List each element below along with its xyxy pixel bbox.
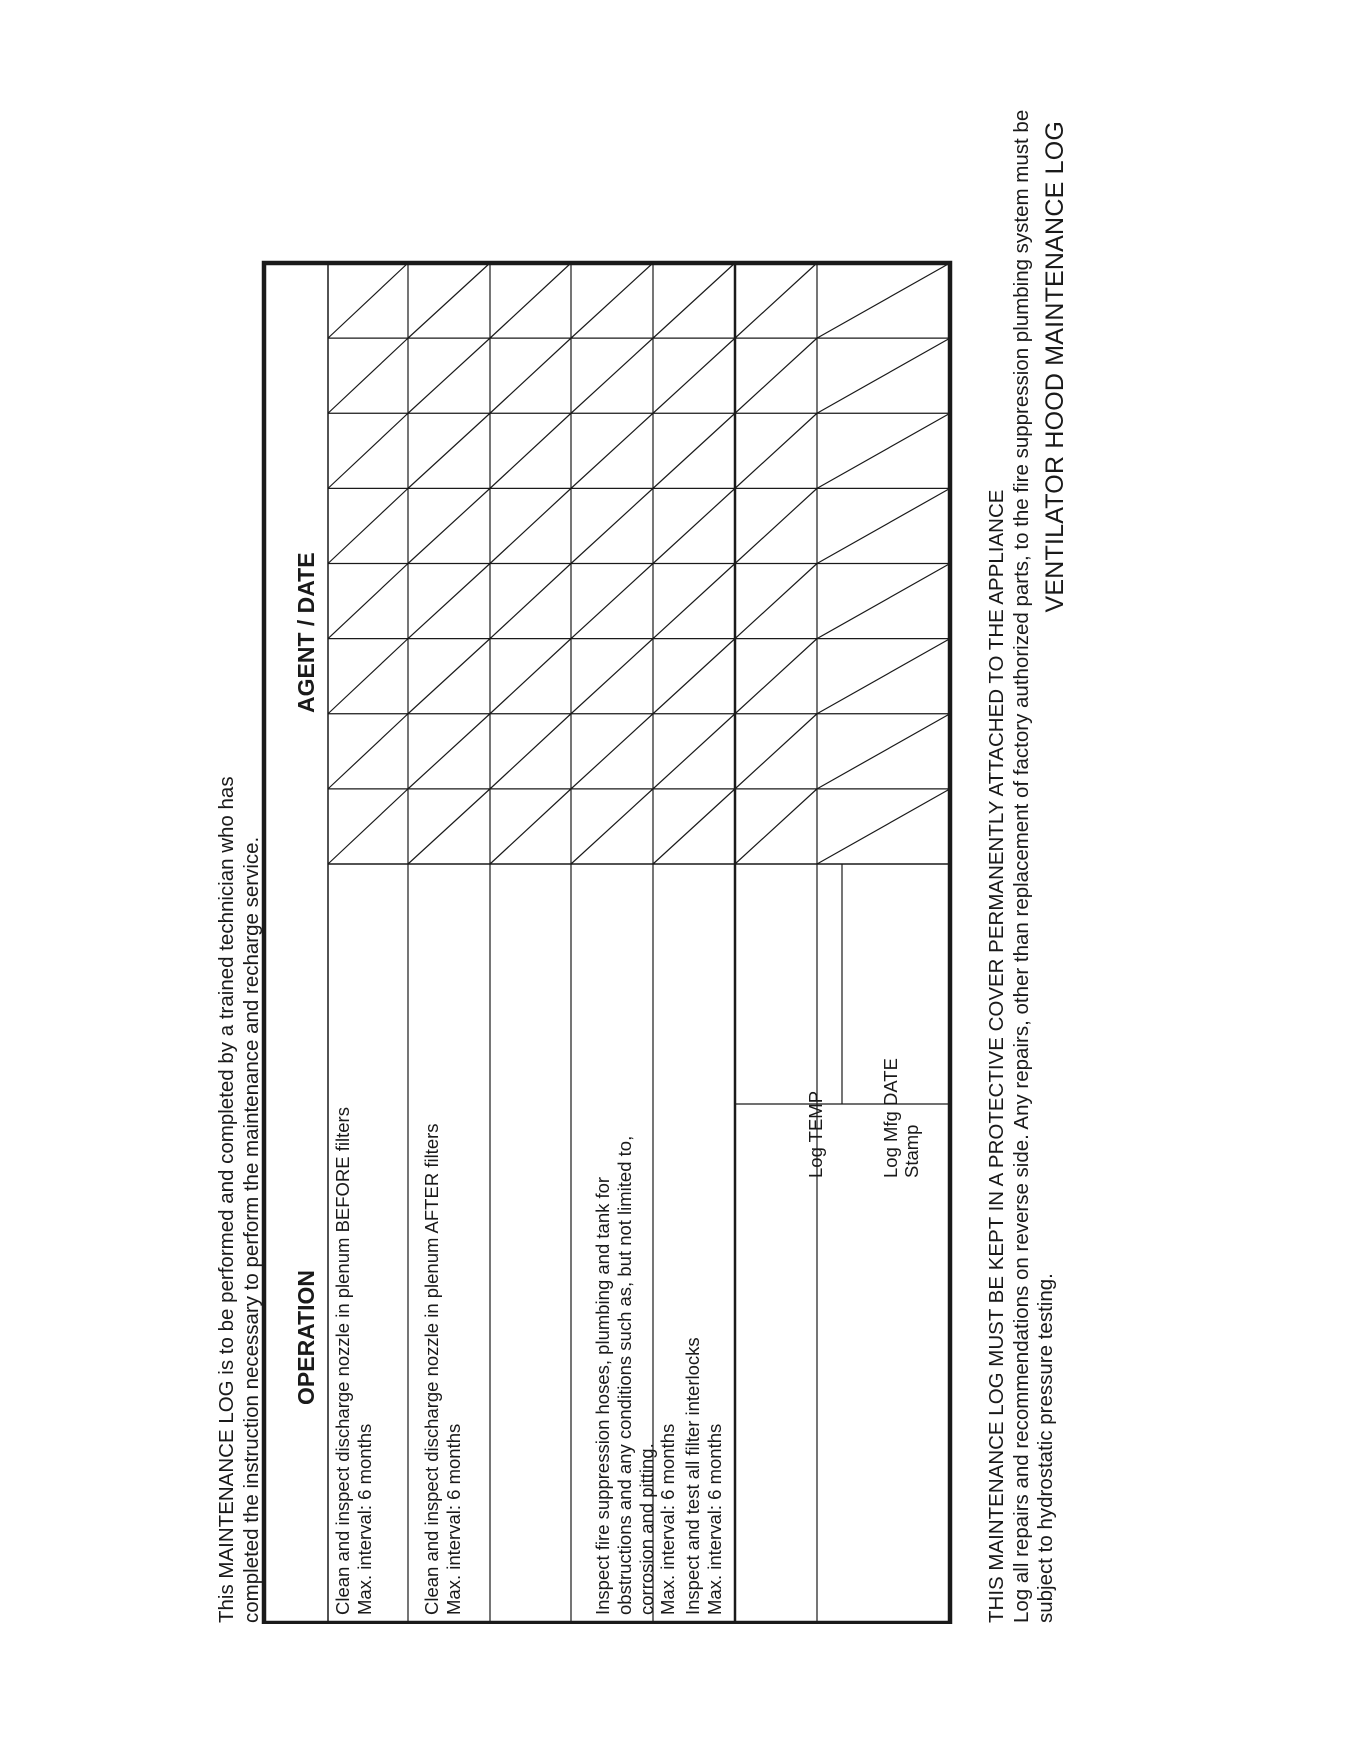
agent-date-cell-diagonal[interactable] xyxy=(490,639,571,714)
agent-date-cell-diagonal[interactable] xyxy=(817,263,950,338)
row-1-line-2: Max. interval: 6 months xyxy=(353,1423,375,1615)
agent-date-cell-diagonal[interactable] xyxy=(571,413,653,488)
agent-date-cell-diagonal[interactable] xyxy=(328,263,408,338)
agent-date-cell-diagonal[interactable] xyxy=(817,338,950,413)
agent-date-cell-diagonal[interactable] xyxy=(817,789,950,864)
agent-date-cell-diagonal[interactable] xyxy=(653,564,735,639)
agent-date-cell-diagonal[interactable] xyxy=(653,338,735,413)
agent-date-cell-diagonal[interactable] xyxy=(653,413,735,488)
agent-date-cell-diagonal[interactable] xyxy=(571,488,653,563)
log-mfg-line-1: Log Mfg DATE xyxy=(880,1058,901,1178)
agent-date-cell-diagonal[interactable] xyxy=(490,338,571,413)
row-2-line-2: Max. interval: 6 months xyxy=(442,1423,464,1615)
row-1-operation xyxy=(332,1107,376,1615)
log-temp-label xyxy=(805,1091,826,1178)
row-4-line-3: corrosion and pitting. xyxy=(635,1443,657,1615)
agent-date-cell-diagonal[interactable] xyxy=(408,714,490,789)
row-5-operation xyxy=(682,1337,726,1615)
agent-date-cell-diagonal[interactable] xyxy=(817,488,950,563)
agent-date-cell-diagonal[interactable] xyxy=(653,789,735,864)
agent-date-cell-diagonal[interactable] xyxy=(490,488,571,563)
agent-date-cell-diagonal[interactable] xyxy=(408,488,490,563)
agent-date-header: AGENT / DATE xyxy=(293,552,319,713)
agent-date-cell-diagonal[interactable] xyxy=(408,413,490,488)
agent-date-cell-diagonal[interactable] xyxy=(735,338,817,413)
maintenance-log-table xyxy=(0,224,1361,1624)
agent-date-cell-diagonal[interactable] xyxy=(571,714,653,789)
agent-date-cell-diagonal[interactable] xyxy=(735,488,817,563)
agent-date-cell-diagonal[interactable] xyxy=(653,714,735,789)
agent-date-cell-diagonal[interactable] xyxy=(571,263,653,338)
row-4-line-2: obstructions and any conditions such as, but not limited to, xyxy=(613,1135,635,1615)
agent-date-cell-diagonal[interactable] xyxy=(571,338,653,413)
footer-notice: THIS MAINTENANCE LOG MUST BE KEPT IN A PROTECTIVE COVER PERMANENTLY ATTACHED TO THE APPLIANCE xyxy=(985,489,1008,1623)
agent-date-cell-diagonal[interactable] xyxy=(408,338,490,413)
footer-line-3: subject to hydrostatic pressure testing. xyxy=(1034,1273,1057,1623)
footer-line-2: Log all repairs and recommendations on reverse side. Any repairs, other than replacement of factory authorized parts, to the fire suppression plumbing system must be xyxy=(1010,109,1033,1623)
agent-date-cell-diagonal[interactable] xyxy=(653,639,735,714)
agent-date-cell-diagonal[interactable] xyxy=(817,714,950,789)
intro-line-2: completed the instruction necessary to perform the maintenance and recharge service. xyxy=(239,836,263,1623)
agent-date-cell-diagonal[interactable] xyxy=(490,413,571,488)
agent-date-cell-diagonal[interactable] xyxy=(490,263,571,338)
agent-date-cell-diagonal[interactable] xyxy=(328,413,408,488)
document-title: VENTILATOR HOOD MAINTENANCE LOG xyxy=(1041,121,1069,613)
agent-date-cell-diagonal[interactable] xyxy=(328,564,408,639)
agent-date-cell-diagonal[interactable] xyxy=(571,564,653,639)
agent-date-cell-diagonal[interactable] xyxy=(328,714,408,789)
log-temp-line-1: Log TEMP xyxy=(805,1090,826,1178)
row-1-line-1: Clean and inspect discharge nozzle in plenum BEFORE filters xyxy=(332,1107,353,1615)
agent-date-cell-diagonal[interactable] xyxy=(735,714,817,789)
log-mfg-line-2: Stamp xyxy=(901,1124,923,1178)
row-2-operation xyxy=(421,1123,465,1615)
agent-date-cell-diagonal[interactable] xyxy=(408,789,490,864)
agent-date-cell-diagonal[interactable] xyxy=(408,639,490,714)
row-5-line-2: Max. interval: 6 months xyxy=(703,1423,725,1615)
agent-date-cell-diagonal[interactable] xyxy=(735,789,817,864)
agent-date-cell-diagonal[interactable] xyxy=(817,564,950,639)
agent-date-cell-diagonal[interactable] xyxy=(817,413,950,488)
agent-date-cell-diagonal[interactable] xyxy=(328,639,408,714)
agent-date-cell-diagonal[interactable] xyxy=(328,338,408,413)
agent-date-cell-diagonal[interactable] xyxy=(490,714,571,789)
agent-date-cell-diagonal[interactable] xyxy=(735,564,817,639)
intro-line-1: This MAINTENANCE LOG is to be performed and completed by a trained technician who has xyxy=(215,776,238,1623)
agent-date-cell-diagonal[interactable] xyxy=(408,263,490,338)
row-2-line-1: Clean and inspect discharge nozzle in plenum AFTER filters xyxy=(421,1123,442,1615)
agent-date-cell-diagonal[interactable] xyxy=(571,639,653,714)
agent-date-cell-diagonal[interactable] xyxy=(735,263,817,338)
row-4-operation xyxy=(592,1136,679,1615)
log-mfg-date-label xyxy=(880,1058,923,1178)
agent-date-grid xyxy=(328,263,950,864)
row-4-line-4: Max. interval: 6 months xyxy=(657,1423,679,1615)
agent-date-cell-diagonal[interactable] xyxy=(490,789,571,864)
row-5-line-1: Inspect and test all filter interlocks xyxy=(682,1337,703,1615)
operation-header: OPERATION xyxy=(293,1269,319,1405)
agent-date-cell-diagonal[interactable] xyxy=(408,564,490,639)
agent-date-cell-diagonal[interactable] xyxy=(735,413,817,488)
agent-date-cell-diagonal[interactable] xyxy=(817,639,950,714)
agent-date-cell-diagonal[interactable] xyxy=(653,263,735,338)
agent-date-cell-diagonal[interactable] xyxy=(328,488,408,563)
agent-date-cell-diagonal[interactable] xyxy=(490,564,571,639)
agent-date-cell-diagonal[interactable] xyxy=(571,789,653,864)
row-4-line-1: Inspect fire suppression hoses, plumbing and tank for xyxy=(592,1176,613,1615)
agent-date-cell-diagonal[interactable] xyxy=(653,488,735,563)
agent-date-cell-diagonal[interactable] xyxy=(735,639,817,714)
agent-date-cell-diagonal[interactable] xyxy=(328,789,408,864)
